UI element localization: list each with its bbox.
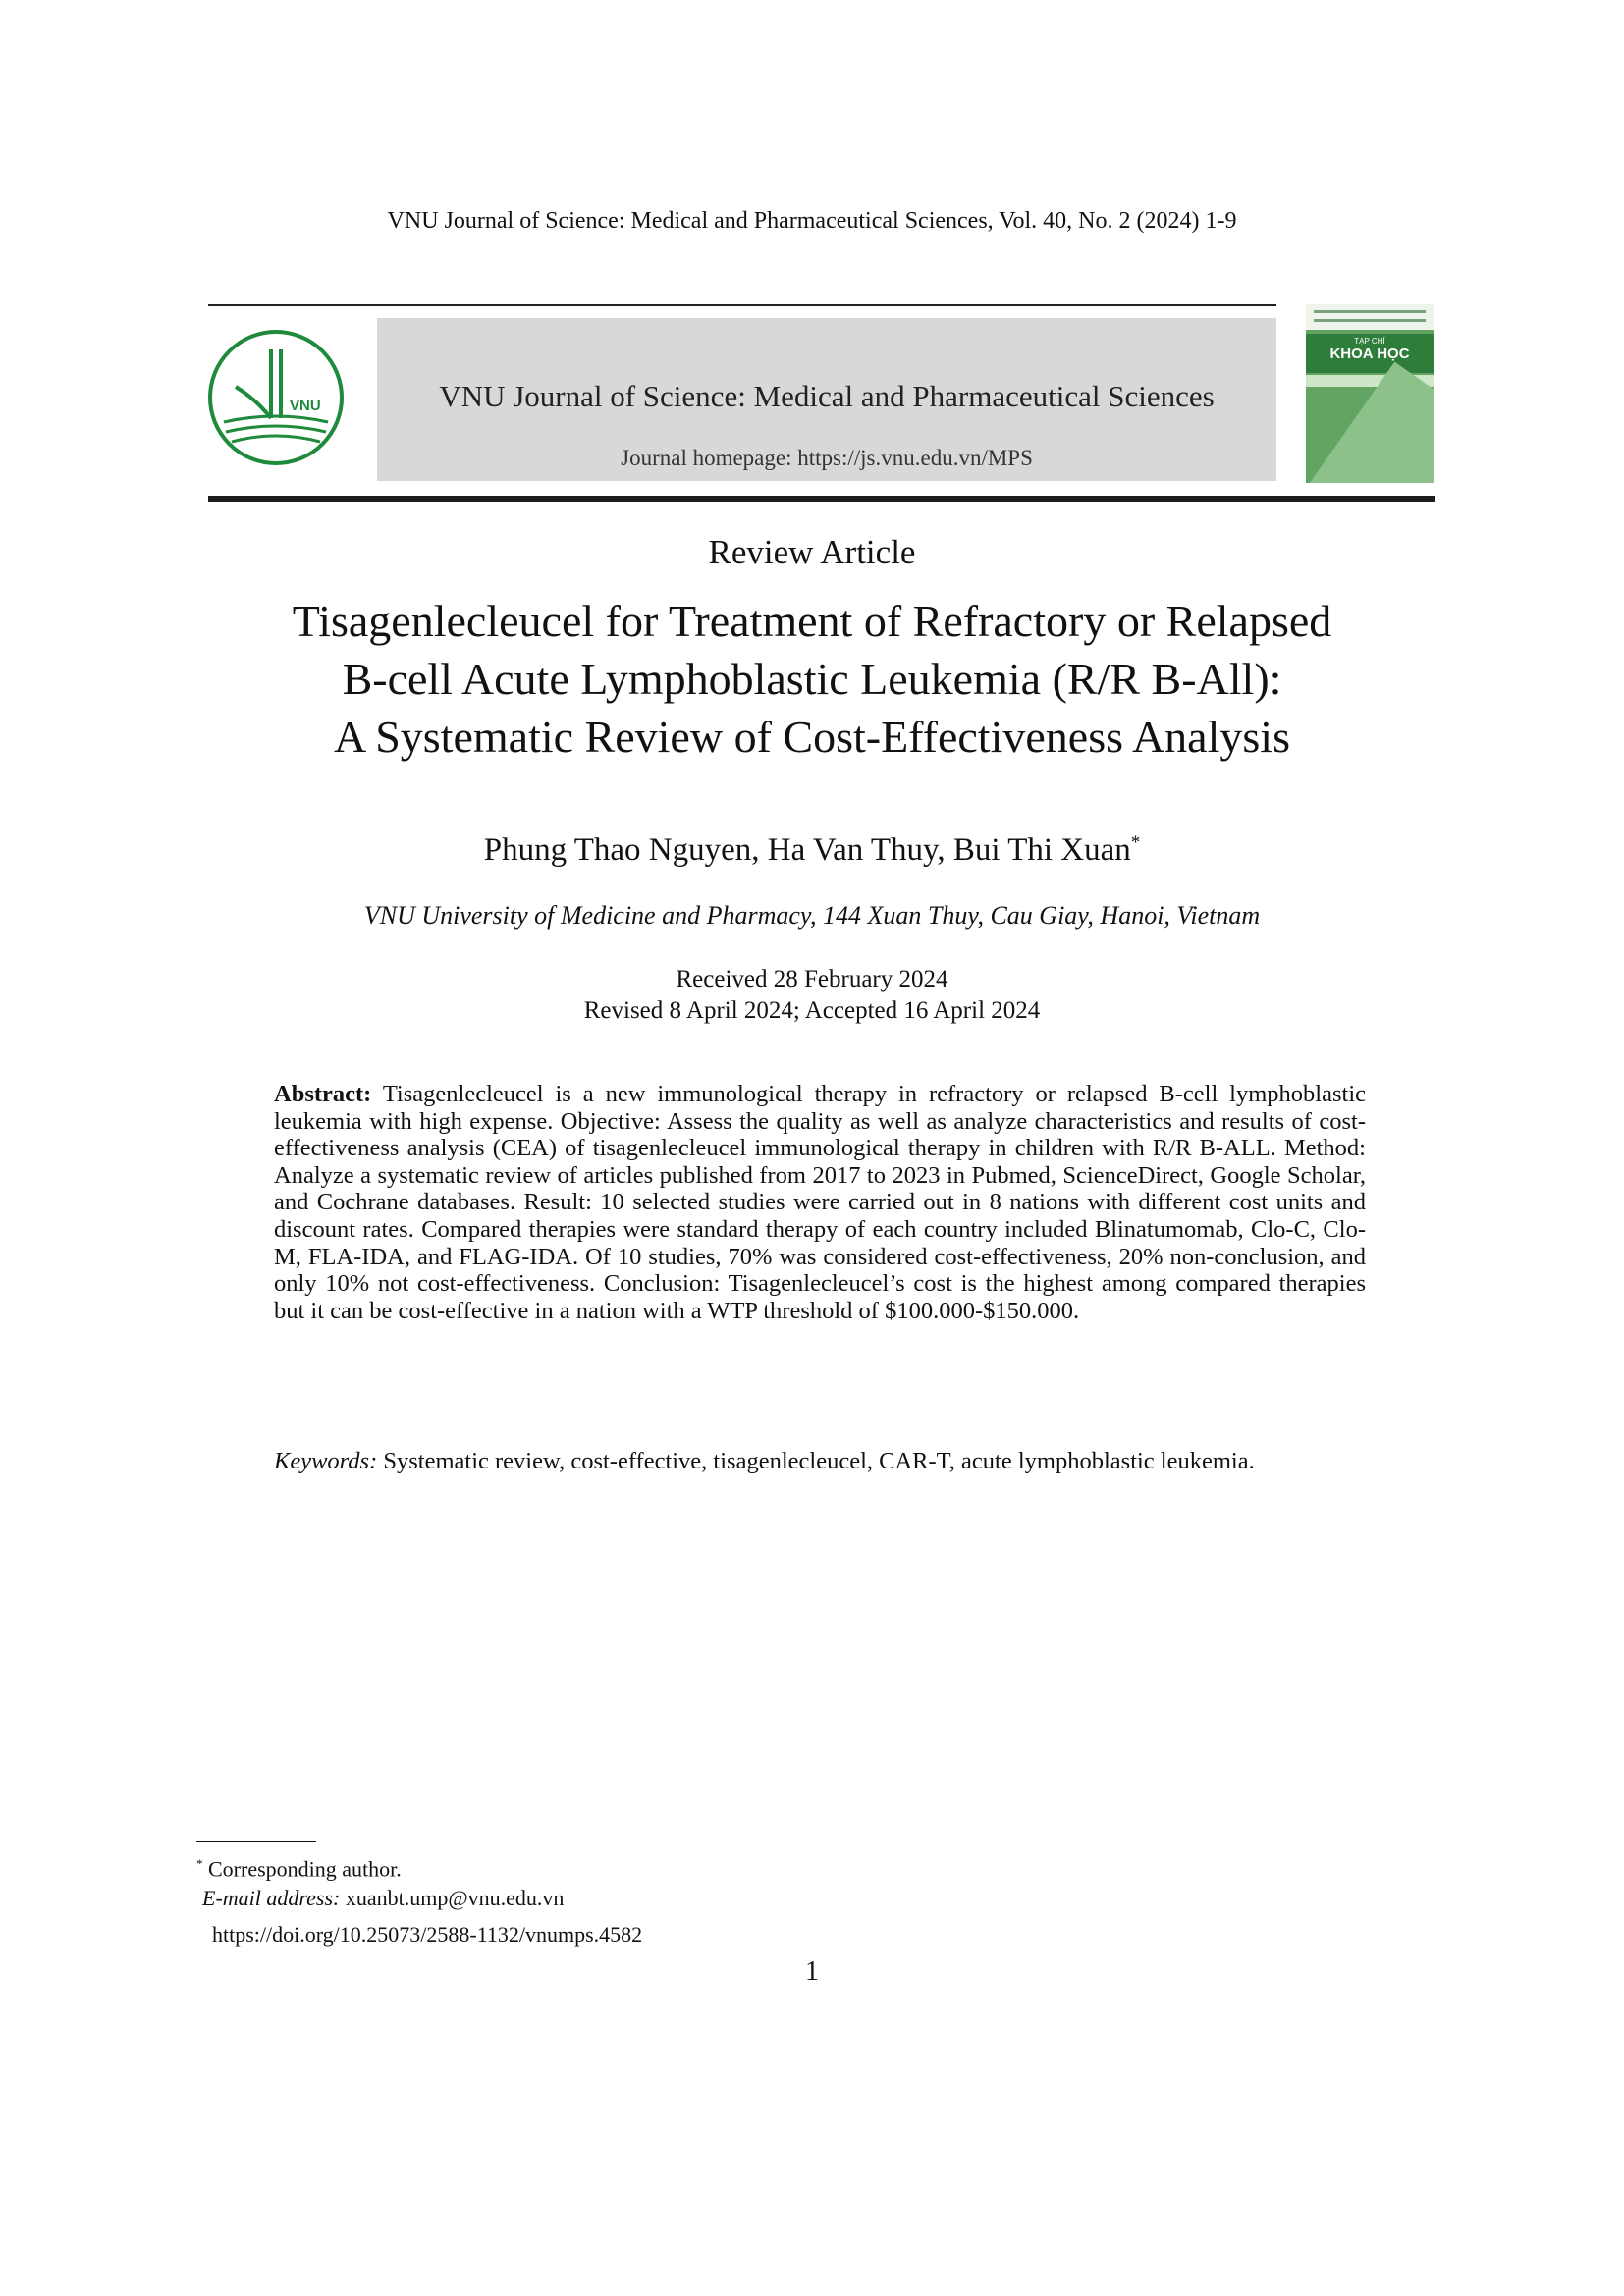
corresponding-mark: * [1130,832,1141,853]
article-title [0,592,1624,766]
author-list [0,832,1624,869]
affiliation: VNU University of Medicine and Pharmacy, 144 Xuan Thuy, Cau Giay, Hanoi, Vietnam [363,901,1261,930]
footnote [196,1849,564,1913]
email-address[interactable]: xuanbt.ump@vnu.edu.vn [345,1886,565,1911]
title-line-1: Tisagenlecleucel for Treatment of Refractory or Relapsed [292,596,1332,646]
article-dates [0,964,1624,1027]
abstract-text: Tisagenlecleucel is a new immunological therapy in refractory or relapsed B-cell lymphoblastic leukemia with high expense. Objective: Assess the quality as well as analyze characteristics and results of cost-effectiveness analysis (CEA) of tisagenlecleucel immunological therapy in children with R/R B-ALL. Method: Analyze a systematic review of articles published from 2017 to 2023 in Pubmed, ScienceDirect, Google Scholar, and Cochrane databases. Result: 10 selected studies were carried out in 8 nations with different cost units and discount rates. Compared therapies were standard therapy of each country included Blinatumomab, Clo-C, Clo-M, FLA-IDA, and FLAG-IDA. Of 10 studies, 70% was considered cost-effectiveness, 20% non-conclusion, and only 10% not cost-effectiveness. Conclusion: Tisagenlecleucel’s cost is the highest among compared therapies but it can be cost-effective in a nation with a WTP threshold of $100.000-$150.000. [274,1081,1367,1324]
footnote-mark: * [196,1856,203,1871]
corresponding-author-note: Corresponding author. [208,1856,402,1882]
cover-small-text: TẠP CHÍ [1354,337,1385,346]
journal-banner [377,318,1276,481]
journal-homepage: Journal homepage: https://js.vnu.edu.vn/MPS [621,446,1033,470]
journal-title: VNU Journal of Science: Medical and Pharmaceutical Sciences [439,379,1215,413]
doi-link[interactable]: https://doi.org/10.25073/2588-1132/vnumps.4582 [212,1922,643,1947]
article-type: Review Article [708,533,916,571]
cover-title-band [1306,334,1434,373]
footnote-rule [196,1841,316,1842]
title-line-2: B-cell Acute Lymphoblastic Leukemia (R/R B-All): [342,654,1282,704]
cover-header [1306,304,1434,330]
abstract-label: Abstract: [274,1081,372,1107]
cover-title-text: KHOA HỌC [1329,346,1410,362]
authors-text: Phung Thao Nguyen, Ha Van Thuy, Bui Thi Xuan [483,832,1131,868]
received-date: Received 28 February 2024 [676,966,948,992]
page-number: 1 [805,1956,819,1987]
keywords-text: Systematic review, cost-effective, tisagenlecleucel, CAR-T, acute lymphoblastic leukemia. [383,1448,1255,1474]
keywords-label: Keywords: [274,1448,378,1474]
journal-cover-image [1306,304,1434,483]
running-head: VNU Journal of Science: Medical and Pharmaceutical Sciences, Vol. 40, No. 2 (2024) 1-9 [387,208,1237,234]
revised-accepted-date: Revised 8 April 2024; Accepted 16 April 2024 [583,997,1041,1024]
keywords [274,1448,1366,1475]
abstract [274,1081,1366,1324]
title-line-3: A Systematic Review of Cost-Effectiveness Analysis [334,712,1290,762]
email-label: E-mail address: [202,1886,341,1911]
banner-top-rule [208,304,1276,306]
vnu-logo [206,328,346,467]
header-divider [208,496,1435,502]
logo-text: VNU [290,398,321,414]
